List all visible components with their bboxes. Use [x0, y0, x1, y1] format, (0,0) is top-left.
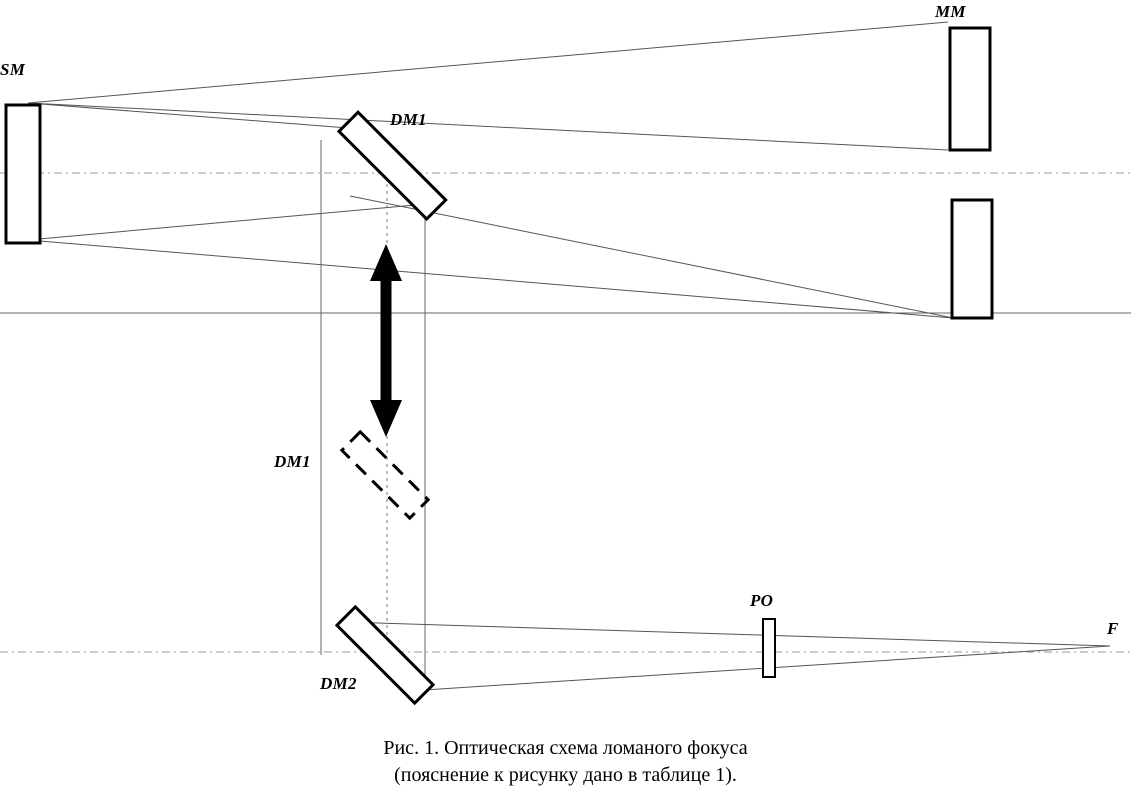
- label-f: F: [1107, 619, 1119, 638]
- ray-sm-to-dm1-upper: [28, 103, 348, 128]
- ray-mm-top-lower-to-sm: [28, 103, 948, 150]
- mirror-dm1-retracted: [342, 432, 428, 518]
- label-po: PO: [750, 591, 774, 610]
- label-dm2: DM2: [320, 674, 357, 693]
- mirror-sm: [6, 105, 40, 243]
- caption-line-1: Рис. 1. Оптическая схема ломаного фокуса: [383, 737, 748, 759]
- label-sm: SM: [0, 60, 26, 79]
- label-mm: MM: [935, 2, 966, 21]
- label-dm1-working: DM1: [390, 110, 427, 129]
- ray-sm-to-dm1-lower: [28, 203, 437, 240]
- label-dm1-retracted: DM1: [274, 452, 311, 471]
- mirror-mm-lower: [952, 200, 992, 318]
- figure-caption: [0, 735, 1131, 789]
- ray-dm2-to-focus-upper: [345, 622, 1110, 646]
- optical-plate-po: [763, 619, 775, 677]
- caption-line-2: (пояснение к рисунку дано в таблице 1).: [394, 764, 737, 786]
- mirror-mm-upper: [950, 28, 990, 150]
- ray-mm-bottom-to-dm1: [350, 196, 953, 318]
- dm1-movement-arrow: [370, 244, 402, 437]
- ray-mm-top-to-sm: [28, 22, 948, 103]
- ray-mm-bottom-to-sm: [28, 240, 953, 318]
